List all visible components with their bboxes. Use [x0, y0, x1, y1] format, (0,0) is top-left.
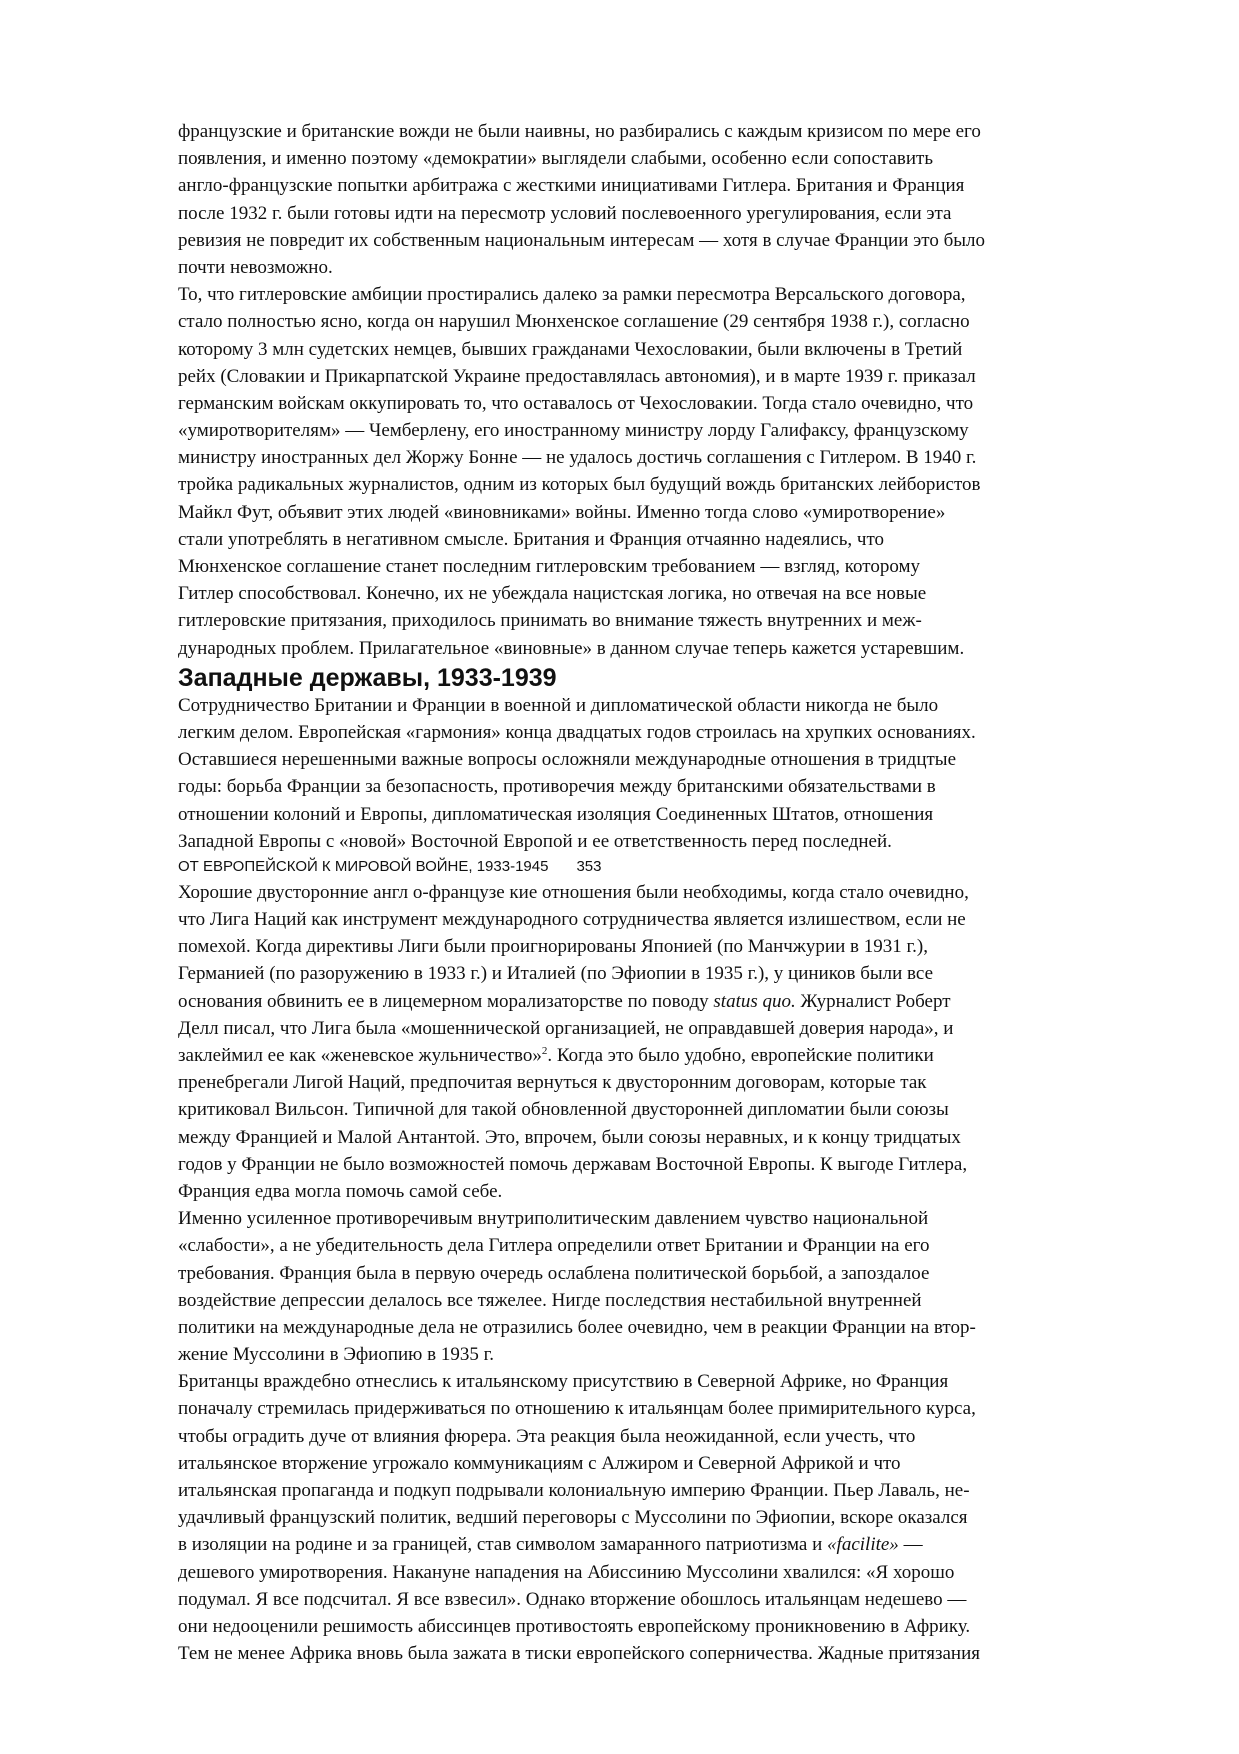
text-line: дешевого умиротворения. Накануне нападения на Абиссинию Муссолини хвалился: «Я хорошо [178, 1561, 955, 1583]
footnote-marker: 2 [541, 1045, 548, 1057]
text-segment: Журналист Роберт [795, 990, 951, 1012]
text-line: дународных проблем. Прилагательное «виновные» в данном случае теперь кажется устаревшим. [178, 637, 965, 659]
text-line: Майкл Фут, объявит этих людей «виновниками» войны. Именно тогда слово «умиротворение» [178, 501, 946, 523]
text-line: Хорошие двусторонние англ о-французе кие отношения были необходимы, когда стало очевидно, [178, 881, 969, 903]
text-line: между Францией и Малой Антантой. Это, впрочем, были союзы неравных, и к концу тридцатых [178, 1126, 961, 1148]
text-line: удачливый французский политик, ведший переговоры с Муссолини по Эфиопии, вскоре оказался [178, 1507, 968, 1529]
text-line: Гитлер способствовал. Конечно, их не убеждала нацистская логика, но отвечая на все новые [178, 583, 927, 605]
text-line: Франция едва могла помочь самой себе. [178, 1180, 503, 1202]
text-line: жение Муссолини в Эфиопию в 1935 г. [178, 1344, 494, 1366]
text-line: подумал. Я все подсчитал. Я все взвесил». Однако вторжение обошлось итальянцам недешево — [178, 1588, 967, 1610]
text-line [178, 1531, 1158, 1558]
text-line [178, 1042, 1158, 1069]
text-line: Тем не менее Африка вновь была зажата в тиски европейского соперничества. Жадные притязания [178, 1643, 980, 1665]
text-line: англо-французские попытки арбитража с жесткими инициативами Гитлера. Британия и Франция [178, 175, 965, 197]
text-line: министру иностранных дел Жоржу Бонне — не удалось достичь соглашения с Гитлером. В 1940 г. [178, 447, 977, 469]
text-line: стало полностью ясно, когда он нарушил Мюнхенское соглашение (29 сентября 1938 г.), согласно [178, 311, 970, 333]
text-line: после 1932 г. были готовы идти на пересмотр условий послевоенного урегулирования, если эта [178, 202, 952, 224]
text-line: почти невозможно. [178, 256, 333, 278]
text-line: отношении колоний и Европы, дипломатическая изоляция Соединенных Штатов, отношения [178, 803, 934, 825]
paragraph-1 [178, 118, 1158, 281]
text-line: Мюнхенское соглашение станет последним гитлеровским требованием — взгляд, которому [178, 556, 921, 577]
paragraph-6 [178, 1368, 1158, 1667]
text-line: помехой. Когда директивы Лиги были проигнорированы Японией (по Манчжурии в 1931 г.), [178, 936, 928, 958]
text-segment: . Когда это было удобно, европейские политики [547, 1045, 934, 1066]
text-line: что Лига Наций как инструмент международного сотрудничества является излишеством, если не [178, 909, 966, 931]
text-line: «слабости», а не убедительность дела Гитлера определили ответ Британии и Франции на его [178, 1235, 930, 1257]
text-line: Западной Европы с «новой» Восточной Европой и ее ответственность перед последней. [178, 830, 892, 852]
text-line: итальянская пропаганда и подкуп подрывали колониальную империю Франции. Пьер Лаваль, не- [178, 1480, 970, 1501]
text-line: «умиротворителям» — Чемберлену, его иностранному министру лорду Галифаксу, французскому [178, 420, 969, 442]
text-line: гитлеровские притязания, приходилось принимать во внимание тяжесть внутренних и меж- [178, 610, 922, 632]
running-head-title: ОТ ЕВРОПЕЙСКОЙ К МИРОВОЙ ВОЙНЕ, 1933-1945 [178, 857, 549, 875]
running-head [178, 855, 1158, 879]
text-line: требования. Франция была в первую очередь ослаблена политической борьбой, а запоздалое [178, 1262, 930, 1284]
text-line: германским войскам оккупировать то, что оставалось от Чехословакии. Тогда стало очевидно, что [178, 392, 974, 414]
section-heading: Западные державы, 1933-1939 [178, 663, 557, 692]
page-number: 353 [576, 857, 602, 875]
text-line: чтобы оградить дуче от влияния фюрера. Эта реакция была неожиданной, если учесть, что [178, 1425, 916, 1447]
text-line: критиковал Вильсон. Типичной для такой обновленной двусторонней дипломатии были союзы [178, 1099, 949, 1121]
text-line: Оставшиеся нерешенными важные вопросы осложняли международные отношения в тридцтые [178, 749, 956, 771]
text-line: рейх (Словакии и Прикарпатской Украине предоставлялась автономия), и в марте 1939 г. приказал [178, 365, 976, 387]
text-line: Делл писал, что Лига была «мошеннической организацией, не оправдавшей доверия народа», и [178, 1017, 954, 1039]
text-line: Германией (по разоружению в 1933 г.) и Италией (по Эфиопии в 1935 г.), у циников были все [178, 963, 933, 985]
text-line: французские и британские вожди не были наивны, но разбирались с каждым кризисом по мере его [178, 121, 981, 142]
text-segment: заклеймил ее как «женевское жульничество» [178, 1045, 542, 1066]
text-line: поначалу стремилась придерживаться по отношению к итальянцам более примирительного курса, [178, 1398, 976, 1420]
text-line: Именно усиленное противоречивым внутриполитическим давлением чувство национальной [178, 1208, 929, 1230]
text-line: годов у Франции не было возможностей помочь державам Восточной Европы. К выгоде Гитлера, [178, 1153, 968, 1175]
text-line: пренебрегали Лигой Наций, предпочитая вернуться к двусторонним договорам, которые так [178, 1072, 927, 1094]
text-line: тройка радикальных журналистов, одним из которых был будущий вождь британских лейбористов [178, 474, 981, 496]
paragraph-4 [178, 879, 1158, 1205]
paragraph-3 [178, 692, 1158, 855]
paragraph-5 [178, 1205, 1158, 1368]
text-line: Британцы враждебно отнеслись к итальянскому присутствию в Северной Африке, но Франция [178, 1371, 949, 1393]
text-line: стали употреблять в негативном смысле. Британия и Франция отчаянно надеялись, что [178, 528, 885, 550]
text-segment: основания обвинить ее в лицемерном морализаторстве по поводу [178, 990, 714, 1012]
paragraph-2 [178, 281, 1158, 662]
text-line: легким делом. Европейская «гармония» конца двадцатых годов строилась на хрупких основаниях. [178, 721, 976, 743]
text-line: То, что гитлеровские амбиции простирались далеко за рамки пересмотра Версальского договора, [178, 284, 966, 306]
text-segment: в изоляции на родине и за границей, став символом замаранного патриотизма и [178, 1534, 828, 1556]
text-line: итальянское вторжение угрожало коммуникациям с Алжиром и Северной Африкой и что [178, 1452, 901, 1474]
italic-term: status quo. [713, 990, 796, 1012]
text-line: политики на международные дела не отразились более очевидно, чем в реакции Франции на втор- [178, 1316, 976, 1338]
text-line: годы: борьба Франции за безопасность, противоречия между британскими обязательствами в [178, 776, 936, 798]
text-line: они недооценили решимость абиссинцев противостоять европейскому проникновению в Африку. [178, 1615, 971, 1637]
text-line: воздействие депрессии делалось все тяжелее. Нигде последствия нестабильной внутренней [178, 1289, 922, 1311]
document-page [178, 118, 1158, 1667]
text-line: Сотрудничество Британии и Франции в военной и дипломатической области никогда не было [178, 694, 939, 716]
text-line: ревизия не повредит их собственным национальным интересам — хотя в случае Франции это было [178, 229, 985, 251]
text-segment: — [898, 1534, 923, 1556]
italic-term: «facilite» [827, 1534, 899, 1556]
text-line [178, 988, 1158, 1015]
text-line: появления, и именно поэтому «демократии» выглядели слабыми, особенно если сопоставить [178, 148, 934, 170]
text-line: которому 3 млн судетских немцев, бывших гражданами Чехословакии, были включены в Третий [178, 338, 963, 360]
